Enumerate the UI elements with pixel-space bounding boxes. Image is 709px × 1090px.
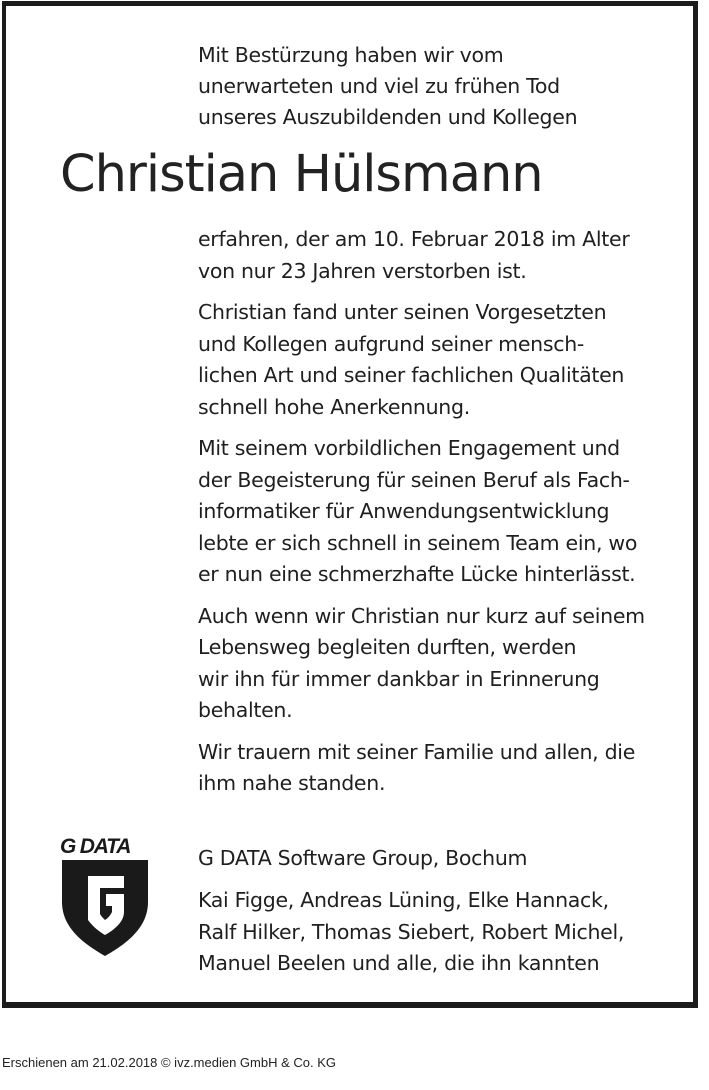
- publication-footer: Erschienen am 21.02.2018 © ivz.medien GmbH & Co. KG: [2, 1055, 337, 1070]
- paragraph-2: Christian fand unter seinen Vorgesetzten und Kollegen aufgrund seiner mensch- lichen Art und seiner fachlichen Qualitäten schnell hohe Anerkennung.: [198, 300, 625, 419]
- company-name: G DATA Software Group, Bochum: [198, 846, 528, 870]
- svg-text:G DATA: G DATA: [60, 835, 131, 858]
- paragraph-3: Mit seinem vorbildlichen Engagement und der Begeisterung für seinen Beruf als Fach- informatiker für Anwendungsentwicklung lebte er sich schnell in seinem Team ein, wo er nun eine schmerzhafte Lücke hinterlässt.: [198, 436, 638, 586]
- gdata-shield-logo: [58, 832, 152, 958]
- paragraph-5: Wir trauern mit seiner Familie und allen, die ihm nahe standen.: [198, 739, 636, 795]
- paragraph-4: Auch wenn wir Christian nur kurz auf seinem Lebensweg begleiten durften, werden wir ihn für immer dankbar in Erinnerung behalten.: [198, 603, 645, 722]
- paragraph-1: erfahren, der am 10. Februar 2018 im Alter von nur 23 Jahren verstorben ist.: [198, 227, 630, 283]
- obituary-body: [198, 224, 688, 810]
- deceased-name: Christian Hülsmann: [60, 145, 543, 204]
- intro-text: Mit Bestürzung haben wir vom unerwarteten und viel zu frühen Tod unseres Auszubildenden und Kollegen: [198, 43, 578, 129]
- signatories: Kai Figge, Andreas Lüning, Elke Hannack, Ralf Hilker, Thomas Siebert, Robert Michel, Manuel Beelen und alle, die ihn kannten: [198, 888, 625, 975]
